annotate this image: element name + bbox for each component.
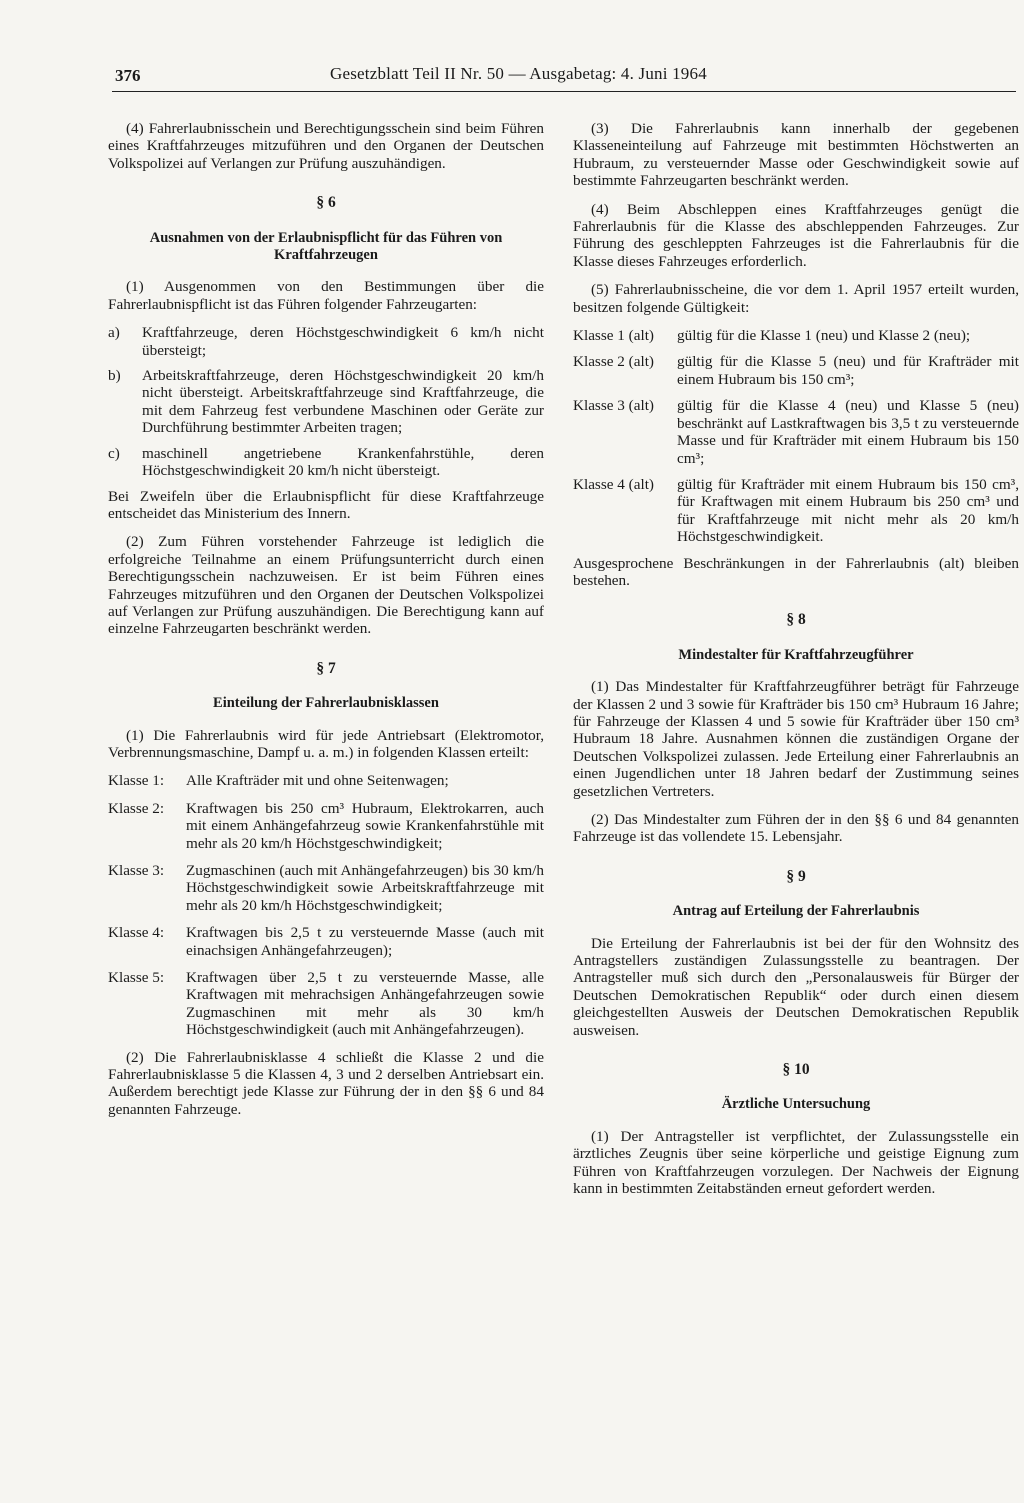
list-item-text: Arbeitskraftfahrzeuge, deren Höchstgeschwindigkeit 20 km/h nicht übersteigt. Arbeitskraftfahrzeuge sind Kraftfahrzeuge, die mit dem Fahrzeug fest verbundene Maschinen oder Geräte zur Durchführung bestimmter Arbeiten tragen; — [142, 367, 544, 437]
paragraph-6-zweifel: Bei Zweifeln über die Erlaubnispflicht für diese Kraftfahrzeuge entscheidet das Ministerium des Innern. — [108, 487, 544, 522]
section-10-number: § 10 — [782, 1061, 810, 1079]
klasse-label: Klasse 3: — [108, 862, 165, 879]
klasse-alt-row — [573, 353, 1019, 388]
paragraph-10-1: (1) Der Antragsteller ist verpflichtet, der Zulassungsstelle ein ärztliches Zeugnis über seine körperliche und geistige Eignung zum Führen von Kraftfahrzeugen vorzulegen. Der Nachweis der Eignung kann in bestimmten Zeitabständen erneut gefordert werden. — [573, 1127, 1019, 1198]
right-column — [573, 120, 1019, 1209]
paragraph-7-2: (2) Die Fahrerlaubnisklasse 4 schließt die Klasse 2 und die Fahrerlaubnisklasse 5 die Klassen 4, 3 und 2 derselben Antriebsart ein. Außerdem berechtigt jede Klasse zur Führung der in den §§ 6 und 84 genannten Fahrzeuge. — [108, 1048, 544, 1118]
klasse-alt-text: gültig für Krafträder mit einem Hubraum bis 150 cm³, für Kraftwagen mit einem Hubraum bis 250 cm³ und für Kraftfahrzeuge mit nicht mehr als 20 km/h Höchstgeschwindigkeit. — [677, 475, 1019, 546]
list-item — [108, 445, 544, 480]
section-6-number: § 6 — [316, 194, 336, 212]
header-rule — [112, 91, 1016, 92]
klasse-alt-label: Klasse 4 (alt) — [573, 475, 654, 493]
klasse-alt-label: Klasse 1 (alt) — [573, 327, 654, 345]
paragraph-7-1: (1) Die Fahrerlaubnis wird für jede Antriebsart (Elektromotor, Verbrennungsmaschine, Dampf u. a. m.) in folgenden Klassen erteilt: — [108, 726, 544, 761]
list-item — [108, 324, 544, 359]
section-9-title: Antrag auf Erteilung der Fahrerlaubnis — [672, 903, 920, 920]
list-item-label: a) — [108, 324, 120, 342]
klasse-alt-text: gültig für die Klasse 4 (neu) und Klasse 5 (neu) beschränkt auf Lastkraftwagen bis 3,5 t zu versteuernde Masse und für Krafträder mit einem Hubraum bis 150 cm³; — [677, 397, 1019, 467]
section-9-number: § 9 — [786, 867, 806, 885]
klasse-alt-label: Klasse 3 (alt) — [573, 397, 654, 415]
klasse-label: Klasse 4: — [108, 924, 165, 942]
klasse-row — [108, 862, 544, 914]
paragraph-6-1: (1) Ausgenommen von den Bestimmungen über die Fahrerlaubnispflicht ist das Führen folgender Fahrzeugarten: — [108, 278, 544, 313]
list-item-label: b) — [108, 367, 121, 385]
list-item — [108, 367, 544, 437]
paragraph-7-3: (3) Die Fahrerlaubnis kann innerhalb der gegebenen Klasseneinteilung auf Fahrzeuge mit bestimmten Höchstwerten an Hubraum, zu versteuernder Masse oder Geschwindigkeit sowie auf bestimmte Fahrzeugarten beschränkt werden. — [573, 120, 1019, 190]
section-7-title: Einteilung der Fahrerlaubnisklassen — [213, 695, 439, 712]
klasse-row — [108, 969, 544, 1039]
klasse-text: Kraftwagen bis 2,5 t zu versteuernde Masse (auch mit einachsigen Anhängefahrzeugen); — [186, 924, 544, 959]
klasse-alt-label: Klasse 2 (alt) — [573, 353, 654, 371]
list-item-label: c) — [108, 444, 120, 462]
section-8-number: § 8 — [786, 611, 806, 629]
paragraph-7-4: (4) Beim Abschleppen eines Kraftfahrzeuges genügt die Fahrerlaubnis für die Klasse des abschleppenden Fahrzeuges. Zur Führung des geschleppten Fahrzeuges ist die Fahrerlaubnis für die Klasse dieses Fahrzeuges erforderlich. — [573, 200, 1019, 270]
list-item-text: maschinell angetriebene Krankenfahrstühle, deren Höchstgeschwindigkeit 20 km/h nicht übersteigt. — [142, 444, 544, 480]
paragraph-7-5: (5) Fahrerlaubnisscheine, die vor dem 1. April 1957 erteilt wurden, besitzen folgende Gültigkeit: — [573, 281, 1019, 316]
klasse-row — [108, 924, 544, 959]
paragraph-8-2: (2) Das Mindestalter zum Führen der in den §§ 6 und 84 genannten Fahrzeuge ist das vollendete 15. Lebensjahr. — [573, 811, 1019, 846]
klasse-alt-text: gültig für die Klasse 1 (neu) und Klasse 2 (neu); — [677, 327, 971, 345]
klasse-label: Klasse 5: — [108, 969, 165, 987]
klasse-alt-row — [573, 476, 1019, 546]
paragraph-9: Die Erteilung der Fahrerlaubnis ist bei der für den Wohnsitz des Antragstellers zuständigen Zulassungsstelle zu beantragen. Der Antragsteller muß sich durch den „Personalausweis für Bürger der Deutschen Demokratischen Republik“ oder durch einen diesem gleichgestellten Ausweis der Deutschen Demokratischen Republik ausweisen. — [573, 934, 1019, 1039]
klasse-label: Klasse 2: — [108, 799, 165, 817]
paragraph-7-beschraenkungen: Ausgesprochene Beschränkungen in der Fahrerlaubnis (alt) bleiben bestehen. — [573, 554, 1019, 589]
paragraph-8-1: (1) Das Mindestalter für Kraftfahrzeugführer beträgt für Fahrzeuge der Klassen 2 und 3 sowie für Krafträder bis 150 cm³ Hubraum 16 Jahre; für Fahrzeuge der Klassen 4 und 5 sowie für Krafträder über 150 cm³ Hubraum 18 Jahre. Ausnahmen können die zuständigen Organe der Deutschen Volkspolizei zulassen. Jede Erteilung einer Fahrerlaubnis an einen Jugendlichen unter 18 Jahren bedarf der Zustimmung seines gesetzlichen Vertreters. — [573, 678, 1019, 800]
klasse-label: Klasse 1: — [108, 772, 165, 790]
paragraph-5-4: (4) Fahrerlaubnisschein und Berechtigungsschein sind beim Führen eines Kraftfahrzeuges mitzuführen und den Organen der Deutschen Volkspolizei auf Verlangen zur Prüfung auszuhändigen. — [108, 120, 544, 172]
section-6-title: Ausnahmen von der Erlaubnispflicht für das Führen von Kraftfahrzeugen — [149, 229, 503, 264]
page-number: 376 — [115, 66, 141, 85]
section-10-title: Ärztliche Untersuchung — [721, 1096, 871, 1113]
list-item-text: Kraftfahrzeuge, deren Höchstgeschwindigkeit 6 km/h nicht übersteigt; — [142, 324, 544, 359]
klasse-text: Kraftwagen bis 250 cm³ Hubraum, Elektrokarren, auch mit einem Anhängefahrzeug sowie Krankenfahrstühle mit mehr als 20 km/h Höchstgeschwindigkeit; — [186, 799, 544, 852]
section-8-title: Mindestalter für Kraftfahrzeugführer — [678, 646, 914, 663]
klasse-alt-row — [573, 327, 1019, 344]
klasse-alt-text: gültig für die Klasse 5 (neu) und für Krafträder mit einem Hubraum bis 150 cm³; — [677, 353, 1019, 388]
running-head: Gesetzblatt Teil II Nr. 50 — Ausgabetag: 4. Juni 1964 — [330, 64, 707, 83]
section-7-number: § 7 — [316, 659, 336, 677]
klasse-text: Zugmaschinen (auch mit Anhängefahrzeugen) bis 30 km/h Höchstgeschwindigkeit sowie Arbeitskraftfahrzeuge mit mehr als 20 km/h Höchstgeschwindigkeit; — [186, 862, 544, 914]
klasse-row — [108, 800, 544, 852]
klasse-text: Kraftwagen über 2,5 t zu versteuernde Masse, alle Kraftwagen mit mehrachsigen Anhängefahrzeugen sowie Zugmaschinen mit mehr als 30 km/h Höchstgeschwindigkeit (auch mit Anhängefahrzeugen). — [186, 969, 544, 1039]
klasse-text: Alle Krafträder mit und ohne Seitenwagen; — [186, 772, 449, 790]
klasse-row — [108, 772, 544, 789]
left-column — [108, 120, 544, 1129]
paragraph-6-2: (2) Zum Führen vorstehender Fahrzeuge ist lediglich die erfolgreiche Teilnahme an einem Prüfungsunterricht durch einen Berechtigungsschein nachzuweisen. Er ist beim Führen eines Fahrzeuges mitzuführen und den Organen der Deutschen Volkspolizei auf Verlangen zur Prüfung auszuhändigen. Die Berechtigung kann auf einzelne Fahrzeugarten beschränkt werden. — [108, 533, 544, 638]
klasse-alt-row — [573, 397, 1019, 467]
